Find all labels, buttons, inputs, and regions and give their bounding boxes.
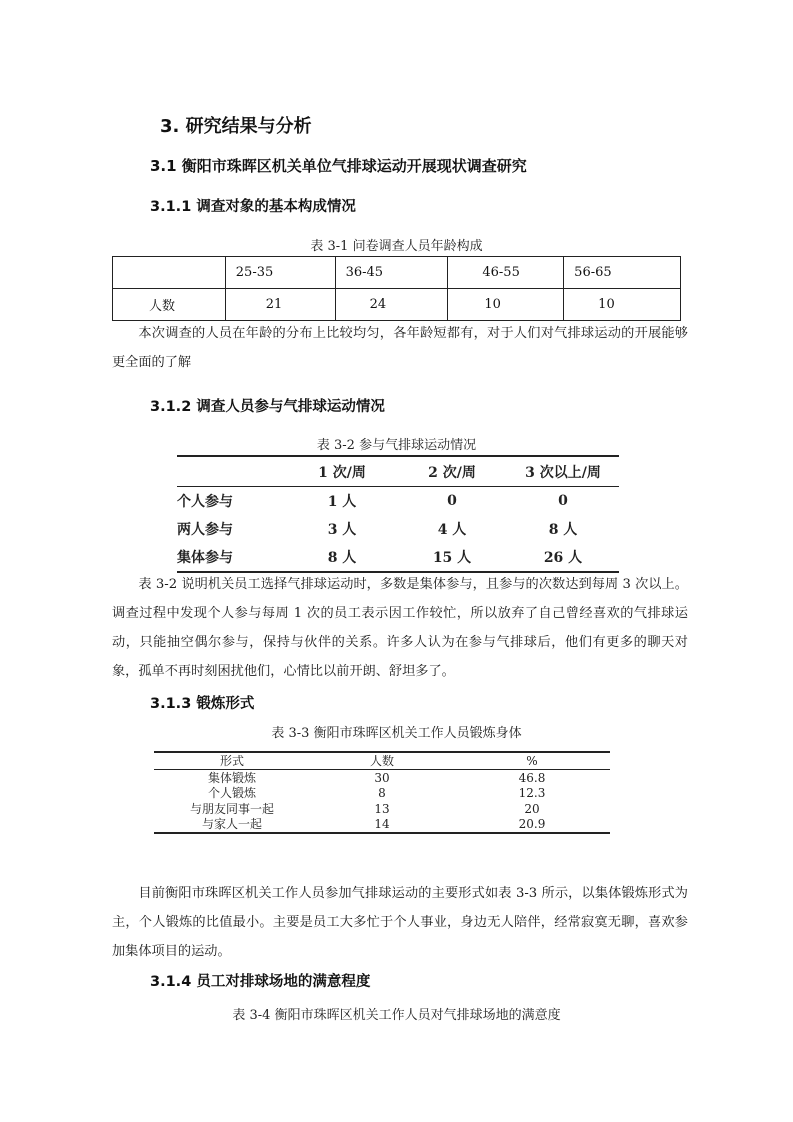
table-row: [177, 456, 619, 487]
table-cell: 1 人: [327, 494, 357, 510]
section-title: 3. 研究结果与分析: [160, 116, 312, 137]
table-cell: 10: [448, 289, 564, 321]
table-cell: 46-55: [448, 257, 564, 289]
table-3-1: [112, 256, 681, 321]
table-cell: 0: [558, 493, 568, 509]
table-row: [113, 289, 681, 321]
table-3-3: [154, 751, 610, 834]
table-cell: 46.8: [518, 770, 546, 785]
table-row: [154, 770, 610, 786]
table-cell: 个人参与: [177, 494, 233, 510]
table-row: [154, 786, 610, 802]
table-3-2: [177, 455, 619, 573]
table-cell: 0: [447, 493, 457, 509]
table-cell: [113, 257, 226, 289]
table-cell: %: [454, 752, 610, 770]
table-cell: 20: [524, 801, 540, 816]
heading-3-1-1: 3.1.1 调查对象的基本构成情况: [150, 199, 356, 215]
table-cell: 1 次/周: [287, 456, 397, 487]
table-cell: 30: [374, 770, 390, 785]
table-cell: [177, 456, 287, 487]
table-cell: 21: [225, 289, 335, 321]
table-cell: 8 人: [548, 522, 578, 538]
table-cell: 13: [374, 801, 390, 816]
table-row: [177, 487, 619, 516]
table-cell: 4 人: [437, 522, 467, 538]
table-row: [113, 257, 681, 289]
table-cell: 与家人一起: [201, 817, 262, 832]
table-cell: 集体锻炼: [207, 770, 256, 785]
table-cell: 人数: [113, 289, 226, 321]
heading-3-1-3: 3.1.3 锻炼形式: [150, 696, 255, 712]
heading-3-1-2: 3.1.2 调查人员参与气排球运动情况: [150, 399, 385, 415]
table-cell: 两人参与: [177, 522, 233, 538]
table-cell: 形式: [154, 752, 310, 770]
paragraph-3-1-3: 目前衡阳市珠晖区机关工作人员参加气排球运动的主要形式如表 3-3 所示，以集体锻炼形式为主，个人锻炼的比值最小。主要是员工大多忙于个人事业，身边无人陪伴，经常寂寞无聊，喜欢参加集体项目的运动。: [112, 886, 688, 959]
table-3-2-caption: 表 3-2 参与气排球运动情况: [316, 438, 477, 453]
table-cell: 10: [564, 289, 681, 321]
table-row: [177, 543, 619, 572]
table-cell: 2 次/周: [397, 456, 507, 487]
table-cell: 3 次以上/周: [507, 456, 619, 487]
table-cell: 25-35: [225, 257, 335, 289]
table-row: [154, 801, 610, 817]
table-3-1-caption: 表 3-1 问卷调查人员年龄构成: [310, 239, 483, 254]
table-cell: 与朋友同事一起: [189, 801, 274, 816]
table-cell: 20.9: [518, 817, 546, 832]
table-cell: 24: [335, 289, 448, 321]
table-cell: 3 人: [327, 522, 357, 538]
table-cell: 人数: [310, 752, 454, 770]
table-cell: 8 人: [327, 550, 357, 566]
paragraph-3-1-1: 本次调查的人员在年龄的分布上比较均匀，各年龄短都有，对于人们对气排球运动的开展能够更全面的了解: [112, 326, 688, 370]
table-row: [154, 752, 610, 770]
table-cell: 个人锻炼: [207, 786, 256, 801]
table-cell: 36-45: [335, 257, 448, 289]
table-row: [154, 817, 610, 834]
table-cell: 14: [374, 817, 390, 832]
table-cell: 26 人: [543, 550, 583, 566]
heading-3-1-4: 3.1.4 员工对排球场地的满意程度: [150, 974, 371, 990]
table-cell: 集体参与: [177, 550, 233, 566]
table-cell: 8: [378, 786, 386, 801]
subsection-title: 3.1 衡阳市珠晖区机关单位气排球运动开展现状调查研究: [150, 157, 527, 175]
table-row: [177, 515, 619, 543]
table-3-3-caption: 表 3-3 衡阳市珠晖区机关工作人员锻炼身体: [271, 726, 522, 741]
table-cell: 12.3: [518, 786, 546, 801]
table-cell: 15 人: [432, 550, 472, 566]
table-cell: 56-65: [564, 257, 681, 289]
table-3-4-caption: 表 3-4 衡阳市珠晖区机关工作人员对气排球场地的满意度: [232, 1008, 561, 1023]
paragraph-3-1-2: 表 3-2 说明机关员工选择气排球运动时，多数是集体参与，且参与的次数达到每周 3 次以上。调查过程中发现个人参与每周 1 次的员工表示因工作较忙，所以放弃了自己曾经喜欢的气排球运动，只能抽空偶尔参与，保持与伙伴的关系。许多人认为在参与气排球后，他们有更多的聊天对象，孤单不再时刻困扰他们，心情比以前开朗、舒坦多了。: [112, 577, 688, 679]
